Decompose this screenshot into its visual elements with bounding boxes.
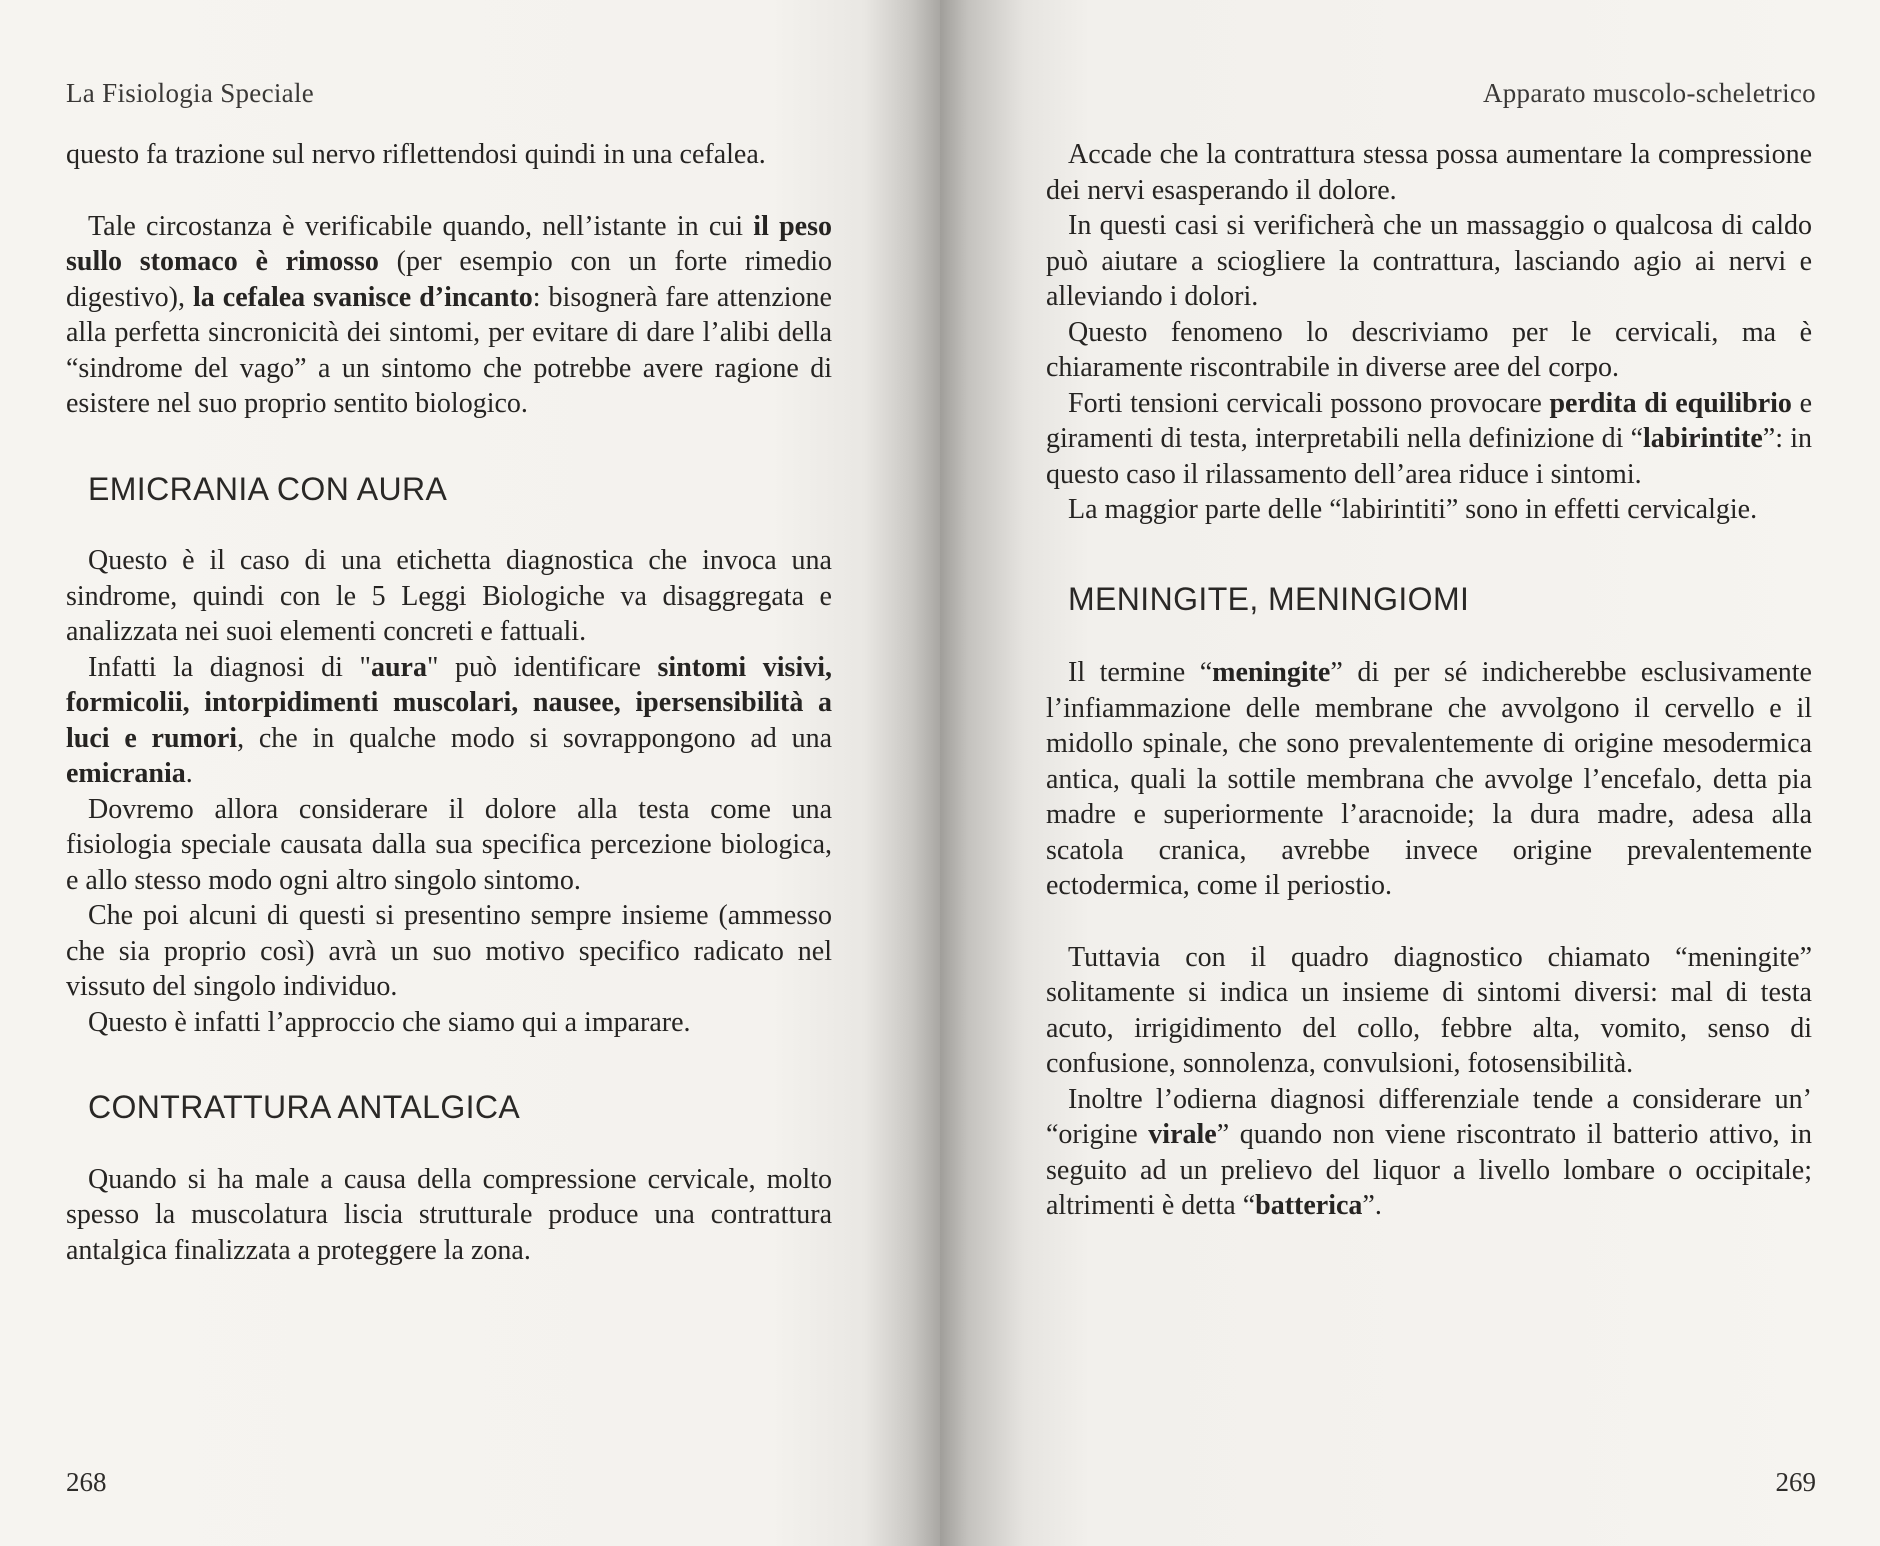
section-heading: EMICRANIA CON AURA	[88, 470, 448, 507]
section-heading: CONTRATTURA ANTALGICA	[88, 1089, 521, 1125]
paragraph: Accade che la contrattura stessa possa aumentare la compressione dei nervi esasperando il dolore.	[1046, 139, 1812, 206]
paragraph: Questo fenomeno lo descriviamo per le cervicali, ma è chiaramente riscontrabile in diverse aree del corpo.	[1046, 316, 1812, 383]
running-head-left: La Fisiologia Speciale	[66, 78, 315, 108]
paragraph: La maggior parte delle “labirintiti” sono in effetti cervicalgie.	[1068, 494, 1758, 525]
paragraph: Quando si ha male a causa della compressione cervicale, molto spesso la muscolatura liscia strutturale produce una contrattura antalgica finalizzata a proteggere la zona.	[66, 1163, 832, 1266]
paragraph: Infatti la diagnosi di "aura" può identificare sintomi visivi, formicolii, intorpidimenti muscolari, nausee, ipersensibilità a luci e rumori, che in qualche modo si sovrappongono ad una emicrania.	[66, 651, 832, 789]
paragraph: Questo è il caso di una etichetta diagnostica che invoca una sindrome, quindi con le 5 Leggi Biologiche va disaggregata e analizzata nei suoi elementi concreti e fattuali.	[66, 545, 832, 647]
paragraph: Che poi alcuni di questi si presentino sempre insieme (ammesso che sia proprio così) avrà un suo motivo specifico radicato nel vissuto del singolo individuo.	[66, 900, 832, 1002]
left-text-column	[66, 137, 832, 1268]
paragraph: Inoltre l’odierna diagnosi differenziale tende a considerare un’ “origine virale” quando non viene riscontrato il batterio attivo, in seguito ad un prelievo del liquor a livello lombare o occipitale; altrimenti è detta “batterica”.	[1046, 1083, 1812, 1221]
running-head-right: Apparato muscolo-scheletrico	[1482, 78, 1816, 108]
paragraph: Dovremo allora considerare il dolore alla testa come una fisiologia speciale causata dalla sua specifica percezione biologica, e allo stesso modo ogni altro singolo sintomo.	[66, 793, 832, 896]
page-number: 269	[1775, 1467, 1816, 1497]
paragraph: Forti tensioni cervicali possono provocare perdita di equilibrio e giramenti di testa, interpretabili nella definizione di “labirintite”: in questo caso il rilassamento dell’area riduce i sintomi.	[1046, 387, 1812, 490]
right-text-column	[1046, 137, 1812, 1224]
page-number: 268	[66, 1467, 107, 1497]
paragraph: In questi casi si verificherà che un massaggio o qualcosa di caldo può aiutare a sciogliere la contrattura, lasciando agio ai nervi e alleviando i dolori.	[1046, 210, 1812, 312]
paragraph: Il termine “meningite” di per sé indicherebbe esclusivamente l’infiammazione delle membrane che avvolgono il cervello e il midollo spinale, che sono prevalentemente di origine mesodermica antica, quali la sottile membrana che avvolge l’encefalo, detta pia madre e superiormente l’aracnoide; la dura madre, adesa alla scatola cranica, avrebbe invece origine prevalentemente ectodermica, come il periostio.	[1046, 657, 1812, 901]
section-heading: MENINGITE, MENINGIOMI	[1068, 580, 1470, 617]
paragraph: Tale circostanza è verificabile quando, nell’istante in cui il peso sullo stomaco è rimosso (per esempio con un forte rimedio digestivo), la cefalea svanisce d’incanto: bisognerà fare attenzione alla perfetta sincronicità dei sintomi, per evitare di dare l’alibi della “sindrome del vago” a un sintomo che potrebbe avere ragione di esistere nel suo proprio sentito biologico.	[66, 210, 832, 419]
paragraph: Tuttavia con il quadro diagnostico chiamato “meningite” solitamente si indica un insieme di sintomi diversi: mal di testa acuto, irrigidimento del collo, febbre alta, vomito, senso di confusione, sonnolenza, convulsioni, fotosensibilità.	[1046, 941, 1812, 1079]
paragraph: questo fa trazione sul nervo riflettendosi quindi in una cefalea.	[66, 139, 766, 170]
paragraph: Questo è infatti l’approccio che siamo qui a imparare.	[88, 1006, 691, 1038]
